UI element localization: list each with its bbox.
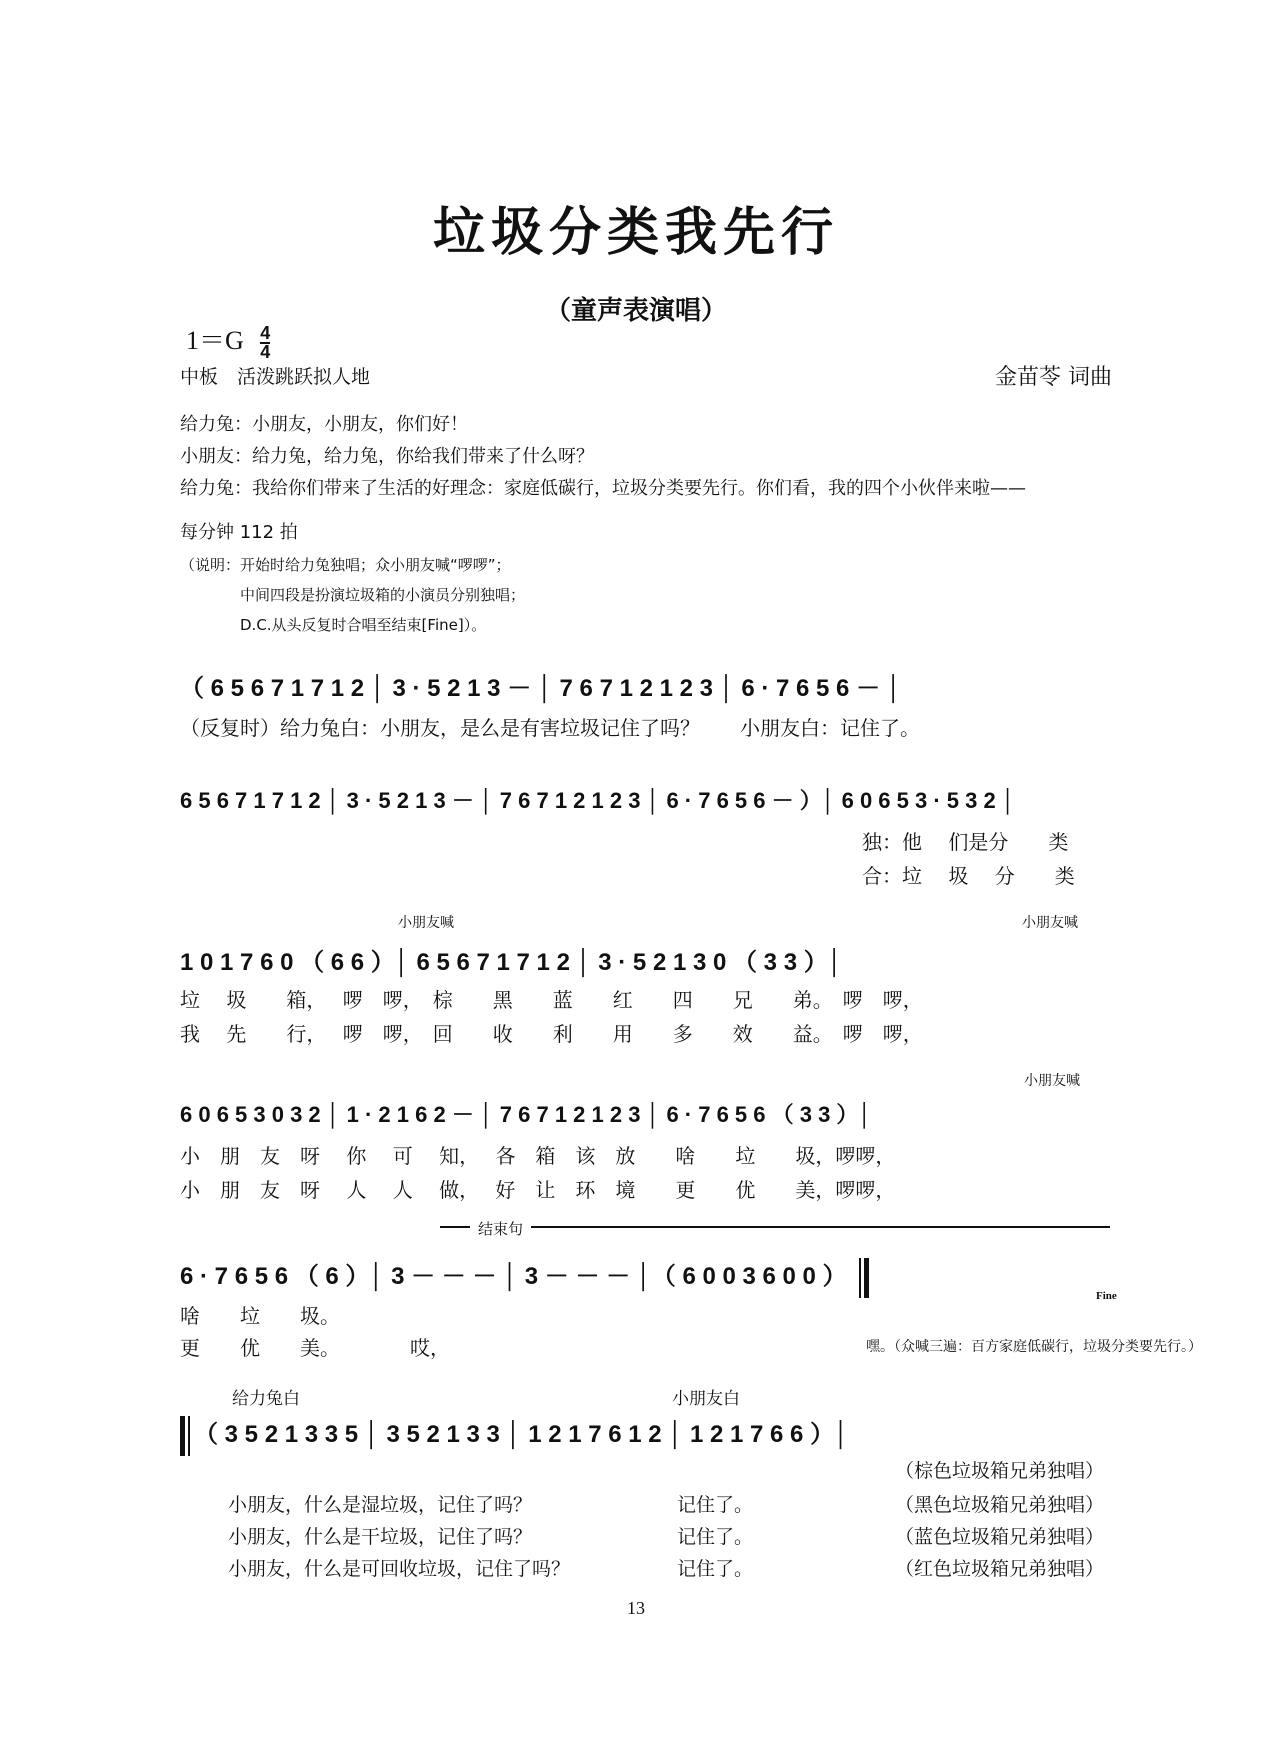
verse-question: 小朋友，什么是湿垃圾，记住了吗？ [228, 1494, 533, 1516]
lyric-line: （反复时）给力兔白：小朋友，是么是有害垃圾记住了吗？ 小朋友白：记住了。 [180, 716, 920, 740]
verse-label: （蓝色垃圾箱兄弟独唱） [895, 1526, 1105, 1548]
notation-text: （ 3 5 2 1 3 3 5 │ 3 5 2 1 3 3 │ 1 2 1 7 6 1 2 │ 1 2 1 7 6 6 ）│ [194, 1421, 850, 1448]
final-barline [859, 1258, 861, 1298]
notation-line: 6 5 6 7 1 7 1 2 │ 3 · 5 2 1 3 － │ 7 6 7 1 2 1 2 3 │ 6 · 7 6 5 6 － ）│ 6 0 6 5 3 · 5 3 2 │ [180, 788, 1016, 813]
verse-question: 小朋友，什么是可回收垃圾，记住了吗？ [228, 1558, 571, 1580]
speaker-label: 小朋友白 [672, 1389, 740, 1409]
performance-note: （说明：开始时给力兔独唱；众小朋友喊“啰啰”； [180, 556, 511, 574]
lyric-line: 小 朋 友 呀 人 人 做， 好 让 环 境 更 优 美，啰啰， [180, 1178, 896, 1202]
performance-note: 中间四段是扮演垃圾箱的小演员分别独唱； [240, 586, 526, 604]
lyric-line: 合：垃 圾 分 类 [862, 864, 1075, 888]
performance-note: D.C.从头反复时合唱至结束[Fine]）。 [240, 616, 487, 634]
time-signature: $\frac{4}{4}$ [260, 323, 271, 363]
ending-bracket [440, 1226, 1110, 1242]
ending-label: 结束句 [470, 1218, 531, 1239]
verse-answer: 记住了。 [677, 1526, 754, 1548]
lyric-line: 垃 圾 箱， 啰 啰， 棕 黑 蓝 红 四 兄 弟。 啰 啰， [180, 988, 923, 1012]
notation-text: 6 · 7 6 5 6 （ 6 ）│ 3 － － － │ 3 － － － │（ 6 0 0 3 6 0 0 ） [180, 1263, 847, 1290]
final-barline-thick [864, 1258, 869, 1298]
lyric-line: 独：他 们是分 类 [862, 830, 1069, 854]
notation-line [180, 1256, 869, 1298]
dialogue-line: 给力兔：小朋友，小朋友，你们好！ [180, 414, 468, 435]
key-signature [186, 320, 270, 361]
annotation-kids-shout: 小朋友喊 [1024, 1073, 1080, 1089]
annotation-kids-shout: 小朋友喊 [1022, 915, 1078, 931]
verse-question: 小朋友，什么是干垃圾，记住了吗？ [228, 1526, 533, 1548]
notation-line: （ 6 5 6 7 1 7 1 2 │ 3 · 5 2 1 3 － │ 7 6 7 1 2 1 2 3 │ 6 · 7 6 5 6 － │ [180, 675, 902, 702]
fine-marking: Fine [1096, 1290, 1117, 1302]
repeat-start-barline [180, 1416, 185, 1456]
lyric-line: 啥 垃 圾。 [180, 1304, 340, 1328]
tempo-bpm: 每分钟 112 拍 [180, 522, 298, 543]
lyric-line: 我 先 行， 啰 啰， 回 收 利 用 多 效 益。 啰 啰， [180, 1022, 923, 1046]
notation-line: 6 0 6 5 3 0 3 2 │ 1 · 2 1 6 2 － │ 7 6 7 1 2 1 2 3 │ 6 · 7 6 5 6 （ 3 3 ）│ [180, 1102, 873, 1127]
lyric-line: 更 优 美。 哎， [180, 1336, 450, 1360]
annotation-kids-shout: 小朋友喊 [398, 915, 454, 931]
lyric-line: 小 朋 友 呀 你 可 知， 各 箱 该 放 啥 垃 圾，啰啰， [180, 1144, 896, 1168]
tempo-marking: 中板 活泼跳跃拟人地 [180, 366, 371, 388]
author-credit: 金苗苓 词曲 [995, 365, 1112, 390]
verse-label: （红色垃圾箱兄弟独唱） [895, 1558, 1105, 1580]
verse-answer: 记住了。 [677, 1558, 754, 1580]
verse-label: （黑色垃圾箱兄弟独唱） [895, 1494, 1105, 1516]
song-title: 垃圾分类我先行 [432, 202, 839, 263]
notation-line [180, 1414, 849, 1456]
notation-line: 1 0 1 7 6 0 （ 6 6 ）│ 6 5 6 7 1 7 1 2 │ 3 · 5 2 1 3 0 （ 3 3 ）│ [180, 949, 843, 976]
shout-instruction: 嘿。（众喊三遍：百方家庭低碳行，垃圾分类要先行。） [866, 1339, 1202, 1355]
solo-label: （棕色垃圾箱兄弟独唱） [895, 1460, 1105, 1482]
page-number: 13 [627, 1598, 645, 1618]
key-label: 1＝G [186, 326, 244, 355]
repeat-start-thin [188, 1416, 190, 1456]
dialogue-line: 小朋友：给力兔，给力兔，你给我们带来了什么呀？ [180, 446, 594, 467]
verse-answer: 记住了。 [677, 1494, 754, 1516]
dialogue-line: 给力兔：我给你们带来了生活的好理念：家庭低碳行，垃圾分类要先行。你们看，我的四个小伙伴来啦—— [180, 478, 1026, 499]
song-subtitle: （童声表演唱） [544, 296, 727, 326]
speaker-label: 给力兔白 [232, 1389, 300, 1409]
